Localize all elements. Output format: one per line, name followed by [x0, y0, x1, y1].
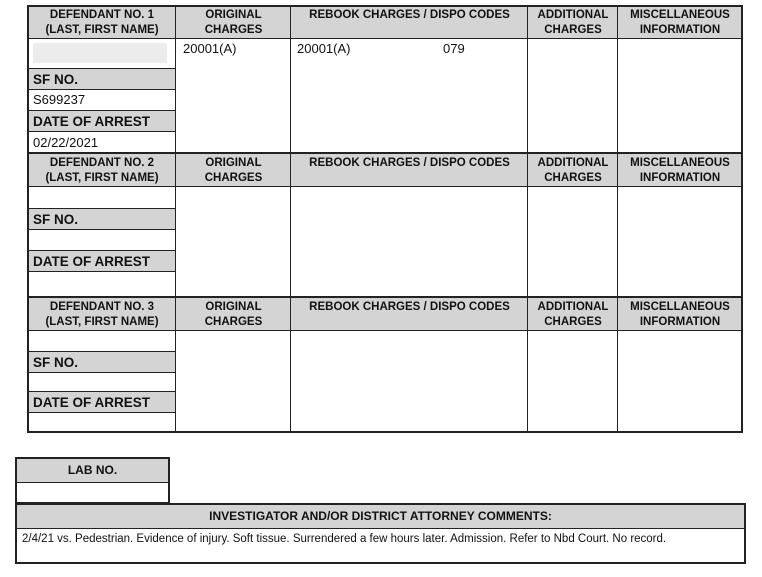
header-defendant-3: DEFENDANT NO. 3 (LAST, FIRST NAME) [28, 298, 176, 331]
date-of-arrest-label-2: DATE OF ARREST [28, 251, 176, 271]
col-divider-1 [175, 5, 176, 433]
row-line-1b [27, 89, 176, 90]
section-divider-2 [27, 296, 743, 298]
row-line-3d [27, 412, 176, 413]
header-defendant-2: DEFENDANT NO. 2 (LAST, FIRST NAME) [28, 154, 176, 187]
header-additional-charges-1: ADDITIONAL CHARGES [528, 6, 618, 39]
name-redaction-1 [33, 43, 167, 63]
header-additional-charges-2: ADDITIONAL CHARGES [528, 154, 618, 187]
row-line-3a [27, 351, 176, 352]
row-line-1c [27, 110, 176, 111]
header-misc-info-1: MISCELLANEOUS INFORMATION [618, 6, 742, 39]
original-charges-value-1: 20001(A) [183, 41, 237, 56]
header-additional-charges-3: ADDITIONAL CHARGES [528, 298, 618, 331]
border-top [27, 5, 743, 7]
date-of-arrest-label-1: DATE OF ARREST [28, 111, 176, 131]
border-left [27, 5, 29, 433]
date-of-arrest-label-3: DATE OF ARREST [28, 392, 176, 412]
header-original-charges-2: ORIGINAL CHARGES [176, 154, 291, 187]
header-rebook-charges-1: REBOOK CHARGES / DISPO CODES [291, 6, 528, 39]
sf-no-label-1: SF NO. [28, 69, 176, 89]
header-rebook-charges-3: REBOOK CHARGES / DISPO CODES [291, 298, 528, 331]
sf-no-label-2: SF NO. [28, 209, 176, 229]
header-bottom-3 [27, 330, 743, 331]
row-line-2d [27, 271, 176, 272]
row-line-2b [27, 229, 176, 230]
header-original-charges-1: ORIGINAL CHARGES [176, 6, 291, 39]
dispo-code-value-1: 079 [443, 41, 465, 56]
comments-box [15, 503, 746, 564]
lab-no-box [15, 457, 170, 504]
row-line-2a [27, 208, 176, 209]
header-defendant-1: DEFENDANT NO. 1 (LAST, FIRST NAME) [28, 6, 176, 39]
row-line-2c [27, 250, 176, 251]
header-original-charges-3: ORIGINAL CHARGES [176, 298, 291, 331]
col-divider-3 [527, 5, 528, 433]
rebook-charge-value-1: 20001(A) [297, 41, 351, 56]
row-line-3b [27, 372, 176, 373]
border-right [741, 5, 743, 433]
header-bottom-1 [27, 38, 743, 39]
comments-header: INVESTIGATOR AND/OR DISTRICT ATTORNEY COMMENTS: [17, 505, 744, 529]
col-divider-4 [617, 5, 618, 433]
comments-text: 2/4/21 vs. Pedestrian. Evidence of injury. Soft tissue. Surrendered a few hours later. Admission. Refer to Nbd Court. No record. [22, 533, 667, 545]
row-line-1d [27, 131, 176, 132]
header-rebook-charges-2: REBOOK CHARGES / DISPO CODES [291, 154, 528, 187]
col-divider-2 [290, 5, 291, 433]
header-bottom-2 [27, 186, 743, 187]
border-bottom [27, 431, 743, 433]
row-line-3c [27, 391, 176, 392]
lab-no-label: LAB NO. [17, 459, 168, 483]
date-of-arrest-value-1: 02/22/2021 [33, 134, 99, 150]
header-misc-info-3: MISCELLANEOUS INFORMATION [618, 298, 742, 331]
sf-no-label-3: SF NO. [28, 352, 176, 372]
section-divider-1 [27, 152, 743, 154]
row-line-1a [27, 68, 176, 69]
sf-no-value-1: S699237 [33, 92, 86, 107]
header-misc-info-2: MISCELLANEOUS INFORMATION [618, 154, 742, 187]
